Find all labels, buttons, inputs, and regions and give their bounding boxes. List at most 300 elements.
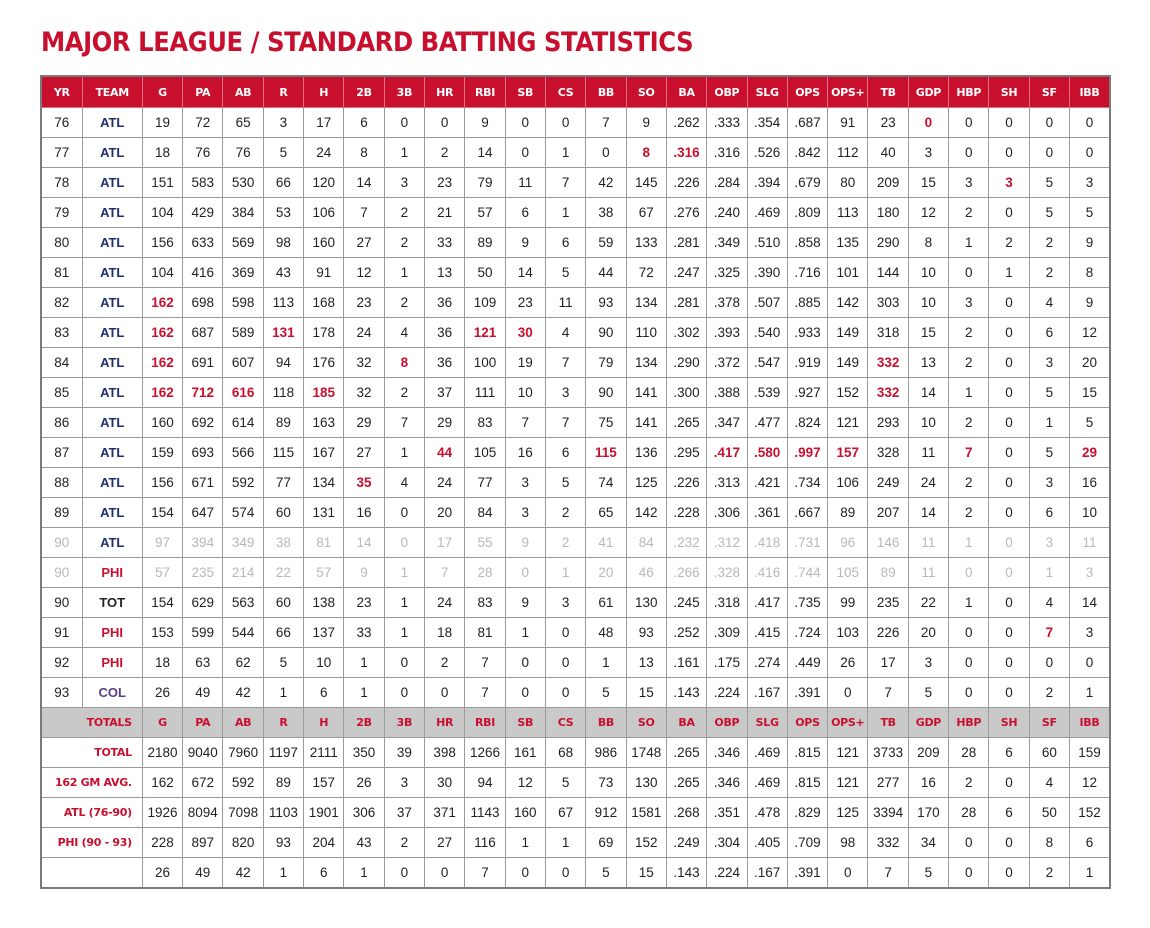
- totals-column-header: RBI: [465, 708, 505, 738]
- stat-cell: 0: [1029, 648, 1069, 678]
- team-cell: ATL: [82, 468, 142, 498]
- summary-stat-cell: 1: [1070, 858, 1111, 889]
- stat-cell: 48: [586, 618, 626, 648]
- stat-cell: 3: [1029, 348, 1069, 378]
- stat-cell: 0: [384, 108, 424, 138]
- stat-cell: 90: [586, 378, 626, 408]
- summary-stat-cell: 60: [1029, 738, 1069, 768]
- stat-cell: 20: [908, 618, 948, 648]
- stats-table-container: [40, 75, 1111, 889]
- stat-cell: 9: [1070, 228, 1111, 258]
- summary-stat-cell: 130: [626, 768, 666, 798]
- year-cell: 90: [41, 558, 82, 588]
- summary-stat-cell: .268: [666, 798, 706, 828]
- stat-cell: 691: [183, 348, 223, 378]
- stat-cell: 5: [1029, 168, 1069, 198]
- stat-cell: 290: [868, 228, 908, 258]
- stat-cell: 42: [586, 168, 626, 198]
- table-row: [41, 588, 1110, 618]
- year-cell: 87: [41, 438, 82, 468]
- stat-cell: 149: [828, 348, 868, 378]
- team-cell: ATL: [82, 198, 142, 228]
- stat-cell: 72: [626, 258, 666, 288]
- team-cell: ATL: [82, 288, 142, 318]
- stat-cell: 0: [949, 138, 989, 168]
- stat-cell: 27: [344, 228, 384, 258]
- summary-stat-cell: 121: [828, 768, 868, 798]
- stat-cell: 41: [586, 528, 626, 558]
- stat-cell: .547: [747, 348, 787, 378]
- summary-row: [41, 798, 1110, 828]
- team-cell: ATL: [82, 108, 142, 138]
- summary-stat-cell: 37: [384, 798, 424, 828]
- stat-cell: 0: [949, 648, 989, 678]
- stat-cell: 607: [223, 348, 263, 378]
- summary-stat-cell: 67: [545, 798, 585, 828]
- stat-cell: .421: [747, 468, 787, 498]
- stat-cell: 574: [223, 498, 263, 528]
- column-header: R: [263, 76, 303, 108]
- stat-cell: 32: [344, 378, 384, 408]
- stat-cell: .477: [747, 408, 787, 438]
- stat-cell: .167: [747, 678, 787, 708]
- stat-cell: 94: [263, 348, 303, 378]
- team-cell: PHI: [82, 618, 142, 648]
- stat-cell: 13: [425, 258, 465, 288]
- stat-cell: 0: [1029, 108, 1069, 138]
- stat-cell: 106: [304, 198, 344, 228]
- stat-cell: 162: [142, 288, 182, 318]
- stat-cell: 629: [183, 588, 223, 618]
- stat-cell: .679: [787, 168, 827, 198]
- summary-stat-cell: 1143: [465, 798, 505, 828]
- stat-cell: 14: [1070, 588, 1111, 618]
- stat-cell: 9: [465, 108, 505, 138]
- stat-cell: 74: [586, 468, 626, 498]
- summary-stat-cell: 228: [142, 828, 182, 858]
- table-row: [41, 198, 1110, 228]
- stat-cell: 2: [989, 228, 1029, 258]
- stat-cell: 303: [868, 288, 908, 318]
- stat-cell: 416: [183, 258, 223, 288]
- summary-stat-cell: .709: [787, 828, 827, 858]
- stat-cell: .354: [747, 108, 787, 138]
- stat-cell: 8: [908, 228, 948, 258]
- stat-cell: 7: [505, 408, 545, 438]
- stat-cell: 5: [1070, 408, 1111, 438]
- stat-cell: 16: [505, 438, 545, 468]
- stat-cell: 135: [828, 228, 868, 258]
- stat-cell: 160: [304, 228, 344, 258]
- stat-cell: 104: [142, 198, 182, 228]
- stat-cell: 5: [1029, 378, 1069, 408]
- stat-cell: 144: [868, 258, 908, 288]
- summary-stat-cell: 2: [949, 768, 989, 798]
- summary-stat-cell: .469: [747, 768, 787, 798]
- stat-cell: .919: [787, 348, 827, 378]
- stat-cell: 17: [425, 528, 465, 558]
- stat-cell: 180: [868, 198, 908, 228]
- stat-cell: 159: [142, 438, 182, 468]
- stat-cell: 24: [304, 138, 344, 168]
- summary-stat-cell: 98: [828, 828, 868, 858]
- stat-cell: 22: [263, 558, 303, 588]
- summary-row: [41, 768, 1110, 798]
- stat-cell: 63: [183, 648, 223, 678]
- stat-cell: 0: [949, 108, 989, 138]
- table-row: [41, 558, 1110, 588]
- stat-cell: 44: [425, 438, 465, 468]
- stat-cell: 3: [545, 588, 585, 618]
- totals-column-header: AB: [223, 708, 263, 738]
- stat-cell: 76: [183, 138, 223, 168]
- stat-cell: 111: [465, 378, 505, 408]
- stat-cell: 89: [263, 408, 303, 438]
- stat-cell: 2: [949, 408, 989, 438]
- summary-stat-cell: 152: [626, 828, 666, 858]
- summary-stat-cell: 0: [989, 828, 1029, 858]
- year-cell: 90: [41, 528, 82, 558]
- stat-cell: 3: [1029, 528, 1069, 558]
- stat-cell: 97: [142, 528, 182, 558]
- summary-stat-cell: 28: [949, 738, 989, 768]
- column-header: TEAM: [82, 76, 142, 108]
- stat-cell: 154: [142, 498, 182, 528]
- stat-cell: 0: [989, 498, 1029, 528]
- stat-cell: .393: [707, 318, 747, 348]
- stat-cell: 83: [465, 588, 505, 618]
- stat-cell: 84: [626, 528, 666, 558]
- summary-stat-cell: 2111: [304, 738, 344, 768]
- summary-stat-cell: 39: [384, 738, 424, 768]
- summary-stat-cell: .405: [747, 828, 787, 858]
- stat-cell: 43: [263, 258, 303, 288]
- stat-cell: 5: [263, 138, 303, 168]
- stat-cell: 1: [344, 648, 384, 678]
- stat-cell: .378: [707, 288, 747, 318]
- stat-cell: 44: [586, 258, 626, 288]
- summary-stat-cell: 986: [586, 738, 626, 768]
- table-row: [41, 648, 1110, 678]
- totals-column-header: CS: [545, 708, 585, 738]
- stat-cell: .228: [666, 498, 706, 528]
- totals-label: TOTALS: [41, 708, 142, 738]
- stat-cell: 0: [989, 468, 1029, 498]
- team-cell: PHI: [82, 648, 142, 678]
- stat-cell: .824: [787, 408, 827, 438]
- stat-cell: 36: [425, 288, 465, 318]
- stat-cell: 89: [828, 498, 868, 528]
- stat-cell: 5: [1029, 198, 1069, 228]
- summary-stat-cell: 2: [384, 828, 424, 858]
- stat-cell: 1: [384, 588, 424, 618]
- stat-cell: .161: [666, 648, 706, 678]
- summary-stat-cell: 30: [425, 768, 465, 798]
- column-header: CS: [545, 76, 585, 108]
- stat-cell: 15: [626, 678, 666, 708]
- summary-stat-cell: 5: [586, 858, 626, 889]
- stat-cell: 118: [263, 378, 303, 408]
- summary-stat-cell: 0: [828, 858, 868, 889]
- stat-cell: 3: [505, 468, 545, 498]
- stat-cell: 2: [949, 498, 989, 528]
- stat-cell: .809: [787, 198, 827, 228]
- stat-cell: 3: [1070, 618, 1111, 648]
- stat-cell: 1: [384, 138, 424, 168]
- stat-cell: 7: [545, 168, 585, 198]
- summary-stat-cell: 306: [344, 798, 384, 828]
- table-row: [41, 378, 1110, 408]
- stat-cell: 91: [304, 258, 344, 288]
- summary-stat-cell: 116: [465, 828, 505, 858]
- team-cell: ATL: [82, 438, 142, 468]
- stat-cell: 0: [989, 108, 1029, 138]
- column-header: YR: [41, 76, 82, 108]
- stat-cell: 1: [989, 258, 1029, 288]
- stat-cell: 10: [908, 258, 948, 288]
- stat-cell: 2: [384, 198, 424, 228]
- stat-cell: 1: [344, 678, 384, 708]
- table-row: [41, 408, 1110, 438]
- table-row: [41, 618, 1110, 648]
- team-cell: TOT: [82, 588, 142, 618]
- stat-cell: 14: [344, 528, 384, 558]
- stat-cell: 2: [949, 318, 989, 348]
- stat-cell: 1: [949, 228, 989, 258]
- stat-cell: 65: [223, 108, 263, 138]
- stat-cell: .540: [747, 318, 787, 348]
- table-row: [41, 348, 1110, 378]
- stat-cell: 36: [425, 348, 465, 378]
- totals-column-header: IBB: [1070, 708, 1111, 738]
- stat-cell: 33: [425, 228, 465, 258]
- stat-cell: .417: [707, 438, 747, 468]
- stat-cell: 14: [344, 168, 384, 198]
- stat-cell: 2: [384, 228, 424, 258]
- stat-cell: 3: [908, 648, 948, 678]
- stat-cell: 134: [304, 468, 344, 498]
- stat-cell: 598: [223, 288, 263, 318]
- stat-cell: 530: [223, 168, 263, 198]
- stat-cell: 9: [505, 588, 545, 618]
- stat-cell: 332: [868, 348, 908, 378]
- stat-cell: 1: [384, 258, 424, 288]
- stat-cell: 1: [384, 618, 424, 648]
- stat-cell: 23: [425, 168, 465, 198]
- stat-cell: 569: [223, 228, 263, 258]
- stat-cell: 167: [304, 438, 344, 468]
- stat-cell: 1: [1029, 408, 1069, 438]
- stat-cell: 33: [344, 618, 384, 648]
- totals-column-header: BB: [586, 708, 626, 738]
- stat-cell: 89: [868, 558, 908, 588]
- stat-cell: 7: [384, 408, 424, 438]
- stat-cell: 592: [223, 468, 263, 498]
- stat-cell: .143: [666, 678, 706, 708]
- year-cell: 76: [41, 108, 82, 138]
- summary-stat-cell: 0: [384, 858, 424, 889]
- stat-cell: 11: [908, 438, 948, 468]
- column-header: PA: [183, 76, 223, 108]
- summary-stat-cell: 3: [384, 768, 424, 798]
- stat-cell: .247: [666, 258, 706, 288]
- column-header: GDP: [908, 76, 948, 108]
- summary-row: [41, 858, 1110, 889]
- column-header: SLG: [747, 76, 787, 108]
- summary-stat-cell: .265: [666, 738, 706, 768]
- stat-cell: .312: [707, 528, 747, 558]
- stat-cell: 79: [586, 348, 626, 378]
- stat-cell: 29: [425, 408, 465, 438]
- stat-cell: 3: [1070, 168, 1111, 198]
- stat-cell: 131: [304, 498, 344, 528]
- stat-cell: .394: [747, 168, 787, 198]
- summary-stat-cell: 9040: [183, 738, 223, 768]
- stat-cell: 137: [304, 618, 344, 648]
- stat-cell: 162: [142, 378, 182, 408]
- stat-cell: 134: [626, 288, 666, 318]
- totals-column-header: SF: [1029, 708, 1069, 738]
- stat-cell: 32: [344, 348, 384, 378]
- stat-cell: 176: [304, 348, 344, 378]
- stat-cell: 4: [1029, 288, 1069, 318]
- stat-cell: 157: [828, 438, 868, 468]
- stat-cell: .316: [666, 138, 706, 168]
- stat-cell: 6: [505, 198, 545, 228]
- year-cell: 85: [41, 378, 82, 408]
- stat-cell: 0: [908, 108, 948, 138]
- column-header: BA: [666, 76, 706, 108]
- column-header: OBP: [707, 76, 747, 108]
- summary-stat-cell: 12: [1070, 768, 1111, 798]
- stat-cell: 0: [949, 558, 989, 588]
- stat-cell: 13: [908, 348, 948, 378]
- stat-cell: 15: [908, 168, 948, 198]
- stat-cell: 11: [545, 288, 585, 318]
- stat-cell: 687: [183, 318, 223, 348]
- stat-cell: 24: [425, 468, 465, 498]
- column-header: AB: [223, 76, 263, 108]
- stat-cell: .415: [747, 618, 787, 648]
- summary-stat-cell: 15: [626, 858, 666, 889]
- stat-cell: 146: [868, 528, 908, 558]
- summary-stat-cell: 12: [505, 768, 545, 798]
- stat-cell: 583: [183, 168, 223, 198]
- summary-label: ATL (76-90): [41, 798, 142, 828]
- summary-stat-cell: 73: [586, 768, 626, 798]
- stat-cell: 0: [425, 678, 465, 708]
- stat-cell: 209: [868, 168, 908, 198]
- stat-cell: 15: [1070, 378, 1111, 408]
- column-header: SH: [989, 76, 1029, 108]
- stat-cell: .580: [747, 438, 787, 468]
- stat-cell: 5: [1029, 438, 1069, 468]
- stat-cell: 77: [465, 468, 505, 498]
- stat-cell: .313: [707, 468, 747, 498]
- stat-cell: 7: [425, 558, 465, 588]
- stat-cell: 84: [465, 498, 505, 528]
- stat-cell: .372: [707, 348, 747, 378]
- summary-stat-cell: 49: [183, 858, 223, 889]
- stat-cell: 12: [908, 198, 948, 228]
- stat-cell: 0: [989, 618, 1029, 648]
- column-header: TB: [868, 76, 908, 108]
- stat-cell: 22: [908, 588, 948, 618]
- stat-cell: 614: [223, 408, 263, 438]
- summary-row: [41, 828, 1110, 858]
- stat-cell: .842: [787, 138, 827, 168]
- header-row: [41, 76, 1110, 108]
- stat-cell: 55: [465, 528, 505, 558]
- stat-cell: 3: [545, 378, 585, 408]
- year-cell: 93: [41, 678, 82, 708]
- column-header: OPS+: [828, 76, 868, 108]
- summary-stat-cell: 820: [223, 828, 263, 858]
- year-cell: 79: [41, 198, 82, 228]
- stat-cell: 16: [344, 498, 384, 528]
- stat-cell: 153: [142, 618, 182, 648]
- year-cell: 90: [41, 588, 82, 618]
- stat-cell: 19: [142, 108, 182, 138]
- stat-cell: .333: [707, 108, 747, 138]
- stat-cell: 429: [183, 198, 223, 228]
- summary-stat-cell: 162: [142, 768, 182, 798]
- stat-cell: 7: [545, 348, 585, 378]
- stat-cell: .232: [666, 528, 706, 558]
- stat-cell: 37: [425, 378, 465, 408]
- stat-cell: 110: [626, 318, 666, 348]
- stat-cell: 6: [1029, 498, 1069, 528]
- stat-cell: .274: [747, 648, 787, 678]
- stat-cell: 4: [384, 468, 424, 498]
- stat-cell: .309: [707, 618, 747, 648]
- summary-stat-cell: 2180: [142, 738, 182, 768]
- summary-stat-cell: 0: [425, 858, 465, 889]
- stat-cell: 13: [626, 648, 666, 678]
- table-row: [41, 258, 1110, 288]
- table-row: [41, 468, 1110, 498]
- stat-cell: 0: [505, 108, 545, 138]
- stat-cell: 6: [545, 438, 585, 468]
- stat-cell: .306: [707, 498, 747, 528]
- stat-cell: 24: [908, 468, 948, 498]
- stat-cell: .388: [707, 378, 747, 408]
- summary-stat-cell: .815: [787, 738, 827, 768]
- summary-stat-cell: .224: [707, 858, 747, 889]
- totals-column-header: OPS+: [828, 708, 868, 738]
- stat-cell: 384: [223, 198, 263, 228]
- summary-stat-cell: 89: [263, 768, 303, 798]
- stat-cell: .361: [747, 498, 787, 528]
- summary-stat-cell: 1581: [626, 798, 666, 828]
- stat-cell: 60: [263, 588, 303, 618]
- stat-cell: 0: [989, 288, 1029, 318]
- stat-cell: .302: [666, 318, 706, 348]
- stat-cell: 152: [828, 378, 868, 408]
- stat-cell: 29: [1070, 438, 1111, 468]
- summary-stat-cell: .346: [707, 768, 747, 798]
- stat-cell: 10: [304, 648, 344, 678]
- summary-stat-cell: 7: [465, 858, 505, 889]
- summary-stat-cell: .265: [666, 768, 706, 798]
- summary-stat-cell: .815: [787, 768, 827, 798]
- stat-cell: 249: [868, 468, 908, 498]
- summary-stat-cell: 7098: [223, 798, 263, 828]
- stat-cell: 115: [586, 438, 626, 468]
- stat-cell: 14: [505, 258, 545, 288]
- stat-cell: 109: [465, 288, 505, 318]
- summary-stat-cell: 157: [304, 768, 344, 798]
